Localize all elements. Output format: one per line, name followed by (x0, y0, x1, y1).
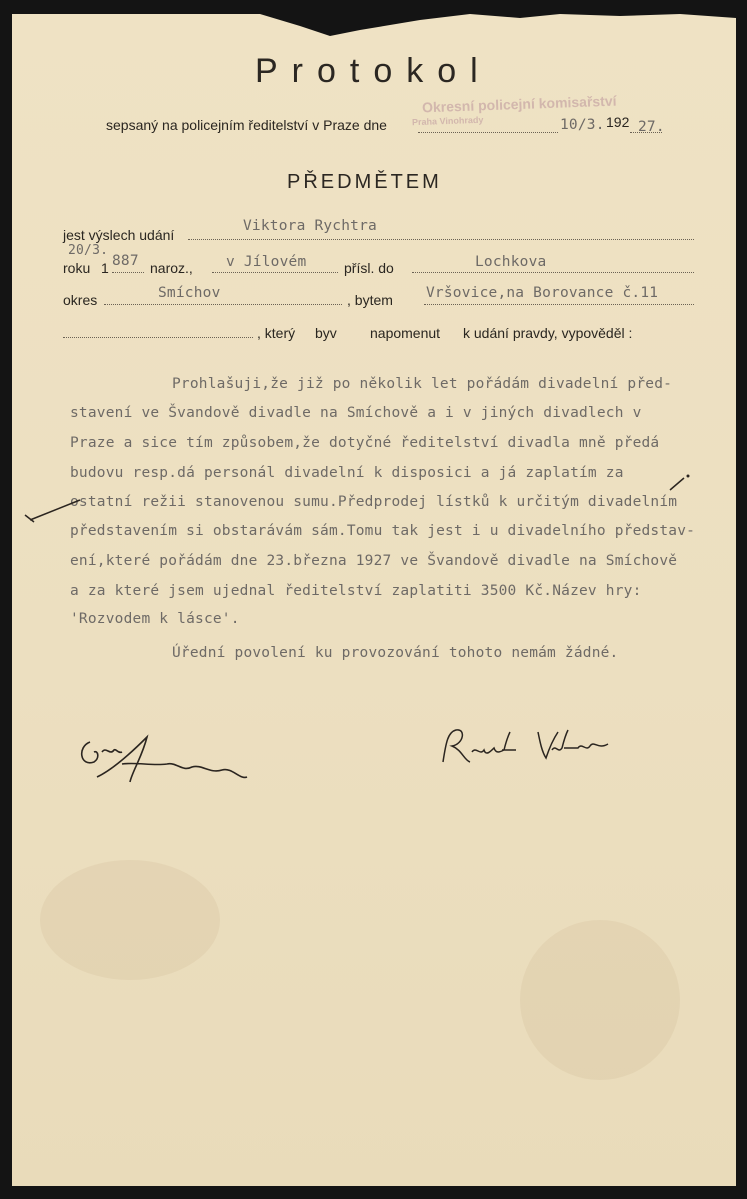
statement-line-6: představením si obstarávám sám.Tomu tak jest i u divadelního představ- (70, 523, 696, 539)
born-label: naroz., (150, 260, 193, 276)
protocol-location-label: sepsaný na policejním ředitelství v Praze dne (106, 117, 387, 133)
domicile-label: přísl. do (344, 260, 394, 276)
birth-year-value: 887 (112, 253, 139, 269)
residence-value: Vršovice,na Borovance č.11 (426, 285, 659, 301)
statement-line-9: 'Rozvodem k lásce'. (70, 611, 240, 627)
document-title: Protokol (255, 52, 492, 90)
statement-line-5: ostatní režii stanovenou sumu.Předprodej lístků k určitým divadelním (70, 494, 678, 510)
scan-border-bottom (0, 1186, 747, 1199)
hearing-label: jest výslech udání (63, 227, 175, 243)
was-label: byv (315, 325, 337, 341)
statement-line-4: budovu resp.dá personál divadelní k disposici a já zaplatím za (70, 465, 624, 481)
protocol-year-suffix: 27. (638, 119, 665, 135)
witness-signature (438, 722, 618, 772)
margin-correction-mark (20, 470, 720, 530)
birth-day-month: 20/3. (68, 243, 109, 258)
statement-line-8: a za které jsem ujednal ředitelství zaplatiti 3500 Kč.Název hry: (70, 583, 642, 599)
who-label: , který (257, 325, 296, 341)
residence-label: , bytem (347, 292, 393, 308)
district-label: okres (63, 292, 98, 308)
statement-line-3: Praze a sice tím způsobem,že dotyčné ředitelství divadla mně předá (70, 435, 660, 451)
protocol-date-day: 10/3. (560, 117, 605, 133)
officer-signature (72, 722, 252, 792)
official-stamp-line1: Okresní policejní komisařství (421, 92, 617, 116)
domicile-value: Lochkova (475, 254, 547, 270)
torn-edge-top (0, 0, 747, 40)
scan-border-right (736, 0, 747, 1199)
official-stamp-line2: Praha Vinohrady (411, 114, 484, 128)
subject-heading: PŘEDMĚTEM (287, 171, 442, 193)
year-prefix: 1 (101, 260, 109, 276)
year-label: roku (63, 260, 91, 276)
birthplace-value: v Jílovém (226, 254, 307, 270)
statement-line-2: stavení ve Švandově divadle na Smíchově a i v jiných divadlech v (70, 405, 642, 421)
truth-label: k udání pravdy, vypověděl : (463, 325, 633, 341)
admonished-label: napomenut (370, 325, 441, 341)
scan-border-left (0, 0, 12, 1199)
protocol-year-prefix: 192 (606, 114, 630, 130)
statement-line-1: Prohlašuji,že již po několik let pořádám divadelní před- (172, 376, 673, 392)
person-name-value: Viktora Rychtra (243, 218, 377, 234)
statement-line-7: ení,které pořádám dne 23.března 1927 ve Švandově divadle na Smíchově (70, 553, 678, 569)
statement-line-10: Úřední povolení ku provozování tohoto nemám žádné. (172, 645, 619, 661)
district-value: Smíchov (158, 285, 221, 301)
